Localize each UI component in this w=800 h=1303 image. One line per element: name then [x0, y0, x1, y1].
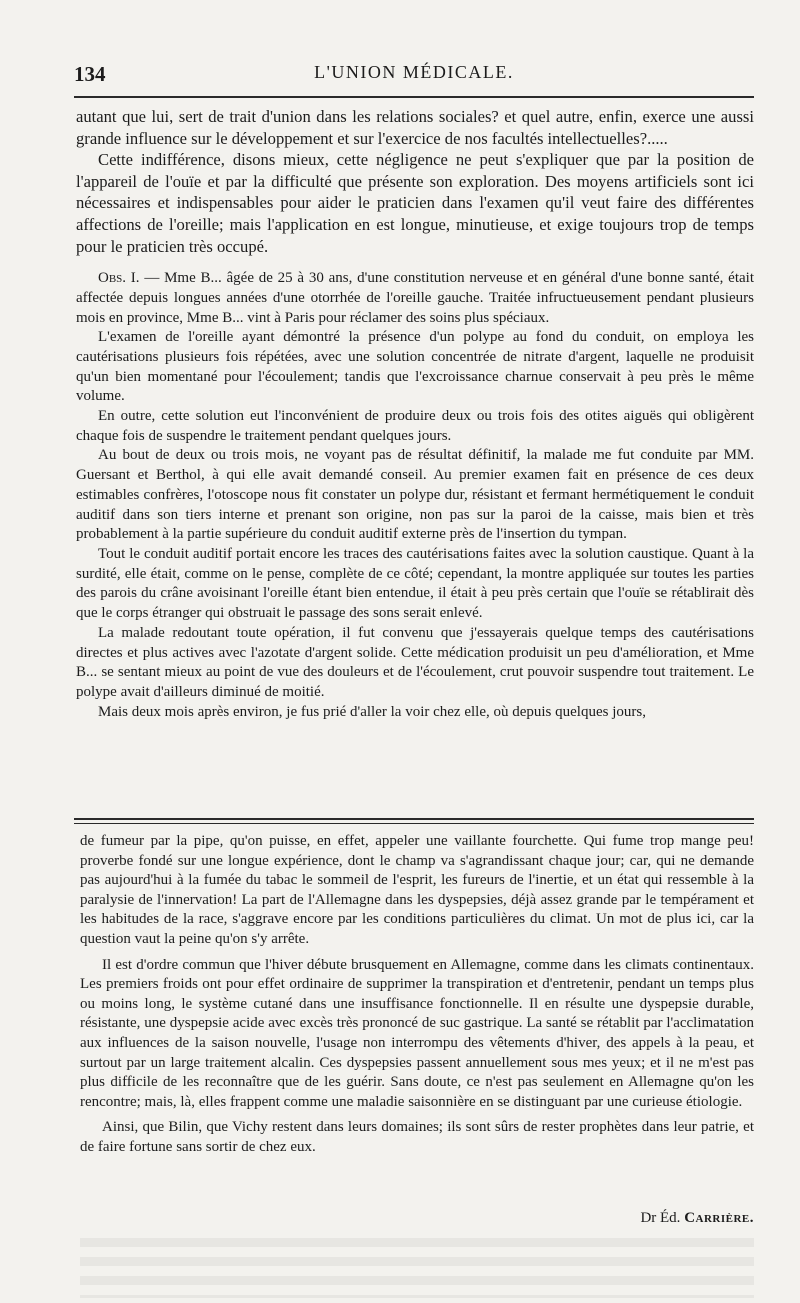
show-through-shadow — [80, 1238, 754, 1298]
observation-paragraph: L'examen de l'oreille ayant démontré la présence d'un polype au fond du conduit, on employa les cautérisations plusieurs fois répétées, avec une solution concentrée de nitrate d'argent, laquelle ne produisit qu'un bien momentané pour l'écoulement; tandis que l'excroissance charnue conservait à peu près le même volume. — [76, 329, 754, 405]
signature-prefix: Dr Éd. — [640, 1210, 681, 1226]
page-number: 134 — [74, 62, 106, 86]
observation-paragraph: Mais deux mois après environ, je fus prié d'aller la voir chez elle, où depuis quelques jours, — [98, 703, 646, 720]
observation-paragraph: La malade redoutant toute opération, il fut convenu que j'essayerais quelque temps des cautérisations directes et plus actives avec l'azotate d'argent solide. Cette médication produisit un peu d'amélioration, et Mme B... se sentant mieux au point de vue des douleurs et de l'écoulement, crut pouvoir suspendre tout traitement. Le polype avait d'ailleurs diminué de moitié. — [76, 624, 754, 700]
feuilleton-paragraph: Il est d'ordre commun que l'hiver débute brusquement en Allemagne, comme dans les climats continentaux. Les premiers froids ont pour effet ordinaire de supprimer la transpiration et d'entretenir, pendant un temps plus ou moins long, le système cutané dans une insuffisance fonctionnelle. Il en résulte une dyspepsie durable, résistante, une dyspepsie acide avec excès très prononcé de suc gastrique. La santé se rétablit par l'acclimatation aux influences de la saison nouvelle, l'usage non interrompu des vêtements d'hiver, des appels à la peau, et surtout par un large traitement alcalin. Ces dyspepsies passent annuellement sous mes yeux; et il ne m'est pas plus difficile de les reconnaître que de les guérir. Sans doute, ce n'est pas seulement en Allemagne qu'on les rencontre; mais, là, elles frappent comme une maladie saisonnière en se distinguant par une curieuse étiologie. — [80, 956, 754, 1110]
article-paragraph: Cette indifférence, disons mieux, cette négligence ne peut s'expliquer que par la position de l'appareil de l'ouïe et par la difficulté que présente son exploration. Des moyens artificiels sont ici nécessaires et indispensables pour aider le praticien dans l'examen qu'il veut faire des différentes affections de l'oreille; mais l'application en est longue, minutieuse, et exige toujours trop de temps pour le praticien très occupé. — [76, 150, 754, 256]
author-signature — [80, 1210, 754, 1227]
observation-paragraph: Tout le conduit auditif portait encore les traces des cautérisations faites avec la solution caustique. Quant à la surdité, elle était, comme on le pense, complète de ce côté; cependant, la montre appliquée sur toutes les parties des parois du crâne avoisinant l'oreille étant bien entendue, il était à peu près certain que l'ouïe se rétablirait dès que le corps étranger qui obstruait le passage des sons serait enlevé. — [76, 546, 754, 622]
feuilleton-section — [80, 832, 754, 1158]
running-title: L'UNION MÉDICALE. — [314, 62, 514, 82]
observation-paragraph: Au bout de deux ou trois mois, ne voyant pas de résultat définitif, la malade me fut conduite par MM. Guersant et Berthol, à qui elle avait demandé conseil. Au premier examen fait en présence de ces deux estimables confrères, l'otoscope nous fit constater un polype dur, résistant et fermant hermétiquement le conduit auditif dans son tiers interne et prenant son origine, non pas sur la paroi de la caisse, mais bien et très probablement à la partie supérieure du conduit auditif externe près de l'insertion du tympan. — [76, 447, 754, 543]
observation-section — [76, 269, 754, 722]
feuilleton-paragraph: Ainsi, que Bilin, que Vichy restent dans leurs domaines; ils sont sûrs de rester prophètes dans leur patrie, et de faire fortune sans sortir de chez eux. — [80, 1119, 754, 1155]
observation-paragraph: En outre, cette solution eut l'inconvénient de produire deux ou trois fois des otites aiguës qui obligèrent chaque fois de suspendre le traitement pendant quelques jours. — [76, 408, 754, 444]
feuilleton-paragraph: de fumeur par la pipe, qu'on puisse, en effet, appeler une vaillante fourchette. Qui fume trop mange peu! proverbe fondé sur une longue expérience, dont le champ va s'agrandissant chaque jour; car, qui ne demande pas aujourd'hui à la fumée du tabac le sommeil de l'esprit, les fureurs de l'inertie, et un état qui ressemble à la paralysie de l'innervation! La part de l'Allemagne dans les dyspepsies, déjà assez grande par le tempérament et les habitudes de la race, s'aggrave encore par les conditions particulières du climat. Un mot de plus ici, car la question vaut la peine qu'on s'y arrête. — [80, 833, 754, 947]
main-article — [76, 106, 754, 722]
observation-label: Obs. I. — [98, 270, 140, 287]
feuilleton-separator — [74, 818, 754, 824]
signature-name: Carrière. — [684, 1210, 754, 1226]
page-header — [74, 62, 754, 92]
header-rule — [74, 96, 754, 98]
observation-text: — Mme B... âgée de 25 à 30 ans, d'une constitution nerveuse et en général d'une bonne santé, était affectée depuis longues années d'une otorrhée de l'oreille gauche. Traitée infructueusement pendant plusieurs mois en province, Mme B... vint à Paris pour réclamer des soins plus spéciaux. — [76, 270, 754, 326]
article-paragraph: autant que lui, sert de trait d'union dans les relations sociales? et quel autre, enfin, exerce une aussi grande influence sur le développement et sur l'exercice de nos facultés intellectuelles?..... — [76, 107, 754, 148]
observation-paragraph — [76, 269, 754, 328]
